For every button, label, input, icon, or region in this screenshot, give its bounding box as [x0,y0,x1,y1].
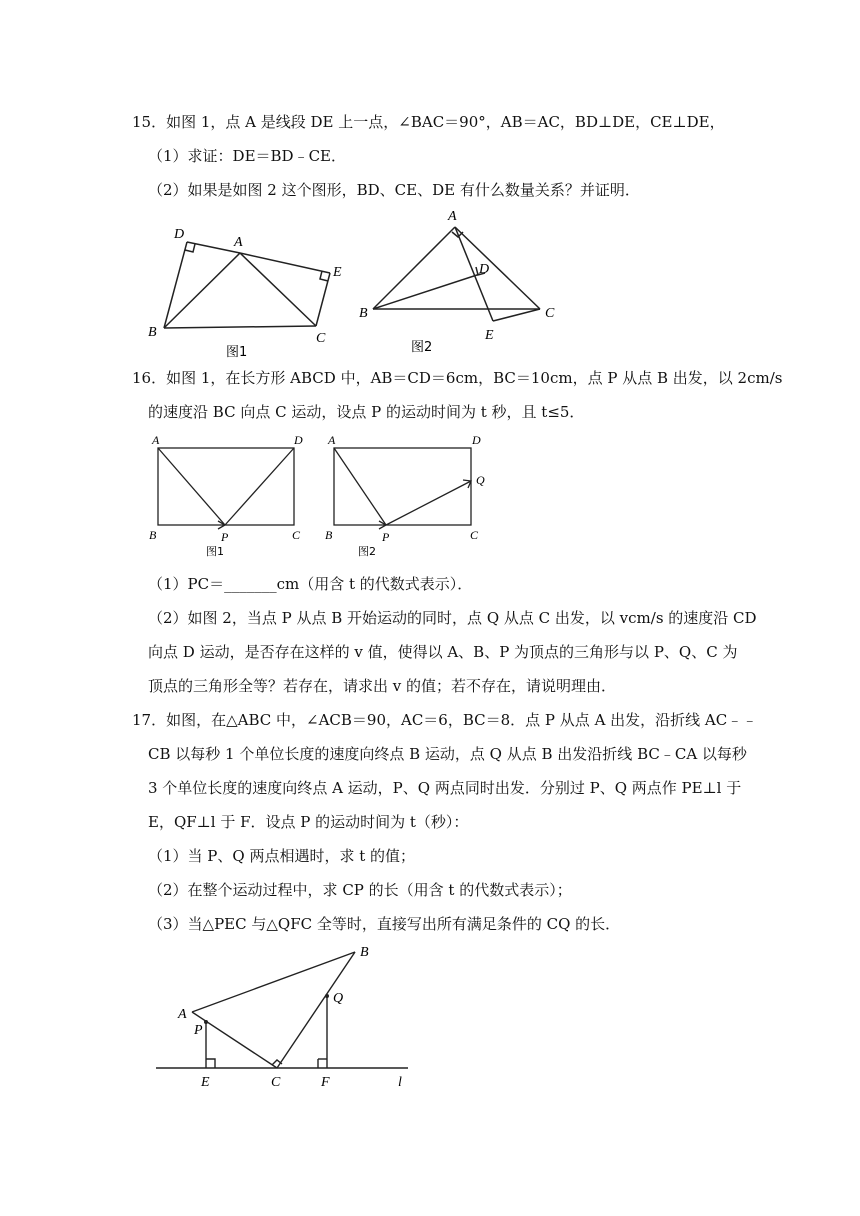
q16-part2-line1: （2）如图 2，当点 P 从点 B 开始运动的同时，点 Q 从点 C 出发，以 vcm/s 的速度沿 CD [148,609,757,627]
q17-label-b: B [360,945,369,960]
q16f2-label-d: D [472,433,481,447]
q15-part2: （2）如果是如图 2 这个图形，BD、CE、DE 有什么数量关系？并证明． [148,181,640,199]
q16-part2-line3: 顶点的三角形全等？若存在，请求出 v 的值；若不存在，请说明理由． [148,677,617,695]
q16f2-label-q: Q [476,473,485,487]
q17-stem-line3: 3 个单位长度的速度向终点 A 运动，P、Q 两点同时出发．分别过 P、Q 两点作 PE⊥l 于 [148,779,742,797]
q17-figure [150,940,430,1095]
q15f2-label-e: E [485,328,494,343]
q15f1-label-a: A [234,235,243,250]
q15f1-label-b: B [148,325,157,340]
q16-stem-line1: 16．如图 1，在长方形 ABCD 中，AB＝CD＝6cm，BC＝10cm，点 P 从点 B 出发，以 2cm/s [132,369,783,387]
q17-label-l: l [398,1075,402,1090]
q17-label-f: F [321,1075,330,1090]
q15f2-label-a: A [448,209,457,224]
q17-label-e: E [201,1075,210,1090]
q15f1-caption: 图1 [226,345,248,360]
q15f2-label-c: C [545,306,555,321]
q15f1-label-d: D [174,227,185,242]
q16f1-label-c: C [292,528,301,542]
q17-part3: （3）当△PEC 与△QFC 全等时，直接写出所有满足条件的 CQ 的长． [148,915,621,933]
q16-figure-2 [320,433,500,558]
q15f1-label-e: E [333,265,342,280]
q15f2-label-d: D [479,262,490,277]
q15f1-label-c: C [316,331,326,346]
q17-stem-line1: 17．如图，在△ABC 中，∠ACB＝90，AC＝6，BC＝8．点 P 从点 A 出发，沿折线 AC﹣﹣ [132,711,758,729]
q16-part1: （1）PC＝_______cm（用含 t 的代数式表示）． [148,575,473,593]
q17-label-q: Q [333,991,344,1006]
q17-part1: （1）当 P、Q 两点相遇时，求 t 的值； [148,847,416,865]
q16-part2-line2: 向点 D 运动，是否存在这样的 v 值，使得以 A、B、P 为顶点的三角形与以 P、Q、C 为 [148,643,738,661]
q16f1-label-p: P [221,530,229,544]
q16f1-label-b: B [149,528,157,542]
q17-label-c: C [271,1075,281,1090]
q16f1-caption: 图1 [206,545,224,558]
q16f2-label-p: P [382,530,390,544]
q16f2-caption: 图2 [358,545,376,558]
q15-stem: 15．如图 1，点 A 是线段 DE 上一点，∠BAC＝90°，AB＝AC，BD⊥DE，CE⊥DE， [132,113,725,131]
q16f1-label-d: D [294,433,303,447]
q17-label-p: P [194,1023,203,1038]
q15-part1: （1）求证：DE＝BD﹣CE． [148,147,346,165]
q16-figure-1 [144,433,314,558]
q17-stem-line4: E，QF⊥l 于 F．设点 P 的运动时间为 t（秒）： [148,813,469,831]
q16f2-label-c: C [470,528,479,542]
q17-label-a: A [178,1007,187,1022]
q16f1-label-a: A [152,433,160,447]
q15-figure-2 [355,205,575,355]
q16-stem-line2: 的速度沿 BC 向点 C 运动，设点 P 的运动时间为 t 秒，且 t≤5． [148,403,585,421]
q15-figure-1 [140,222,360,362]
q17-stem-line2: CB 以每秒 1 个单位长度的速度向终点 B 运动，点 Q 从点 B 出发沿折线 BC﹣CA 以每秒 [148,745,747,763]
q16f2-label-b: B [325,528,333,542]
q16f2-label-a: A [328,433,336,447]
q15f2-caption: 图2 [411,340,433,355]
q17-part2: （2）在整个运动过程中，求 CP 的长（用含 t 的代数式表示）； [148,881,572,899]
q15f2-label-b: B [359,306,368,321]
